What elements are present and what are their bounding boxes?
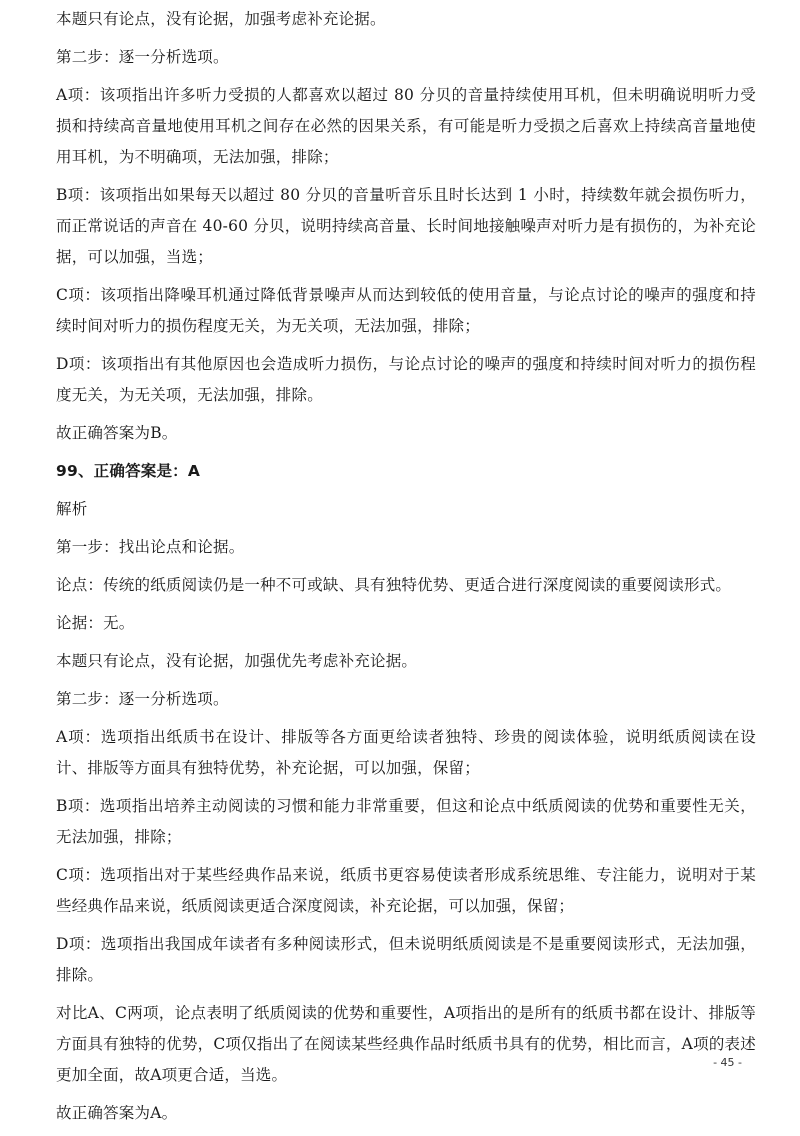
paragraph-option-a-2: A项：选项指出纸质书在设计、排版等各方面更给读者独特、珍贵的阅读体验，说明纸质阅读在设计、排版等方面具有独特优势，补充论据，可以加强，保留；: [56, 728, 756, 777]
paragraph-option-a: A项：该项指出许多听力受损的人都喜欢以超过 80 分贝的音量持续使用耳机，但未明确说明听力受损和持续高音量地使用耳机之间存在必然的因果关系，有可能是听力受损之后喜欢上持续高音量地使用耳机，为不明确项，无法加强，排除；: [56, 86, 756, 166]
paragraph-argument: 论点：传统的纸质阅读仍是一种不可或缺、具有独特优势、更适合进行深度阅读的重要阅读形式。: [56, 576, 732, 594]
paragraph-analysis-label: 解析: [56, 500, 88, 518]
paragraph-step-two: 第二步：逐一分析选项。: [56, 48, 229, 66]
paragraph-answer-a: 故正确答案为A。: [56, 1104, 178, 1122]
paragraph-option-c: C项：该项指出降噪耳机通过降低背景噪声从而达到较低的使用音量，与论点讨论的噪声的强度和持续时间对听力的损伤程度无关，为无关项，无法加强，排除；: [56, 286, 756, 335]
paragraph-option-b: B项：该项指出如果每天以超过 80 分贝的音量听音乐且时长达到 1 小时，持续数年就会损伤听力，而正常说话的声音在 40-60 分贝，说明持续高音量、长时间地接触噪声对听力是有损伤的，为补充论据，可以加强，当选；: [56, 186, 756, 266]
paragraph-option-d-2: D项：选项指出我国成年读者有多种阅读形式，但未说明纸质阅读是不是重要阅读形式，无法加强，排除。: [56, 935, 756, 984]
paragraph-answer-b: 故正确答案为B。: [56, 424, 178, 442]
paragraph-comparison: 对比A、C两项，论点表明了纸质阅读的优势和重要性，A项指出的是所有的纸质书都在设计、排版等方面具有独特的优势，C项仅指出了在阅读某些经典作品时纸质书具有的优势，相比而言，A项的表述更加全面，故A项更合适，当选。: [56, 1004, 756, 1084]
paragraph-evidence: 论据：无。: [56, 614, 135, 632]
paragraph-conclusion-note-2: 本题只有论点，没有论据，加强优先考虑补充论据。: [56, 652, 418, 670]
paragraph-option-d: D项：该项指出有其他原因也会造成听力损伤，与论点讨论的噪声的强度和持续时间对听力的损伤程度无关，为无关项，无法加强，排除。: [56, 355, 756, 404]
paragraph-step-one: 第一步：找出论点和论据。: [56, 538, 245, 556]
paragraph-option-b-2: B项：选项指出培养主动阅读的习惯和能力非常重要，但这和论点中纸质阅读的优势和重要性无关，无法加强，排除；: [56, 797, 756, 846]
page-number: - 45 -: [713, 1056, 742, 1069]
document-body: [56, 4, 756, 1136]
paragraph-step-two-2: 第二步：逐一分析选项。: [56, 690, 229, 708]
question-99-heading: 99、正确答案是：A: [56, 462, 201, 480]
paragraph-option-c-2: C项：选项指出对于某些经典作品来说，纸质书更容易使读者形成系统思维、专注能力，说明对于某些经典作品来说，纸质阅读更适合深度阅读，补充论据，可以加强，保留；: [56, 866, 756, 915]
paragraph-conclusion-note: 本题只有论点，没有论据，加强考虑补充论据。: [56, 10, 386, 28]
